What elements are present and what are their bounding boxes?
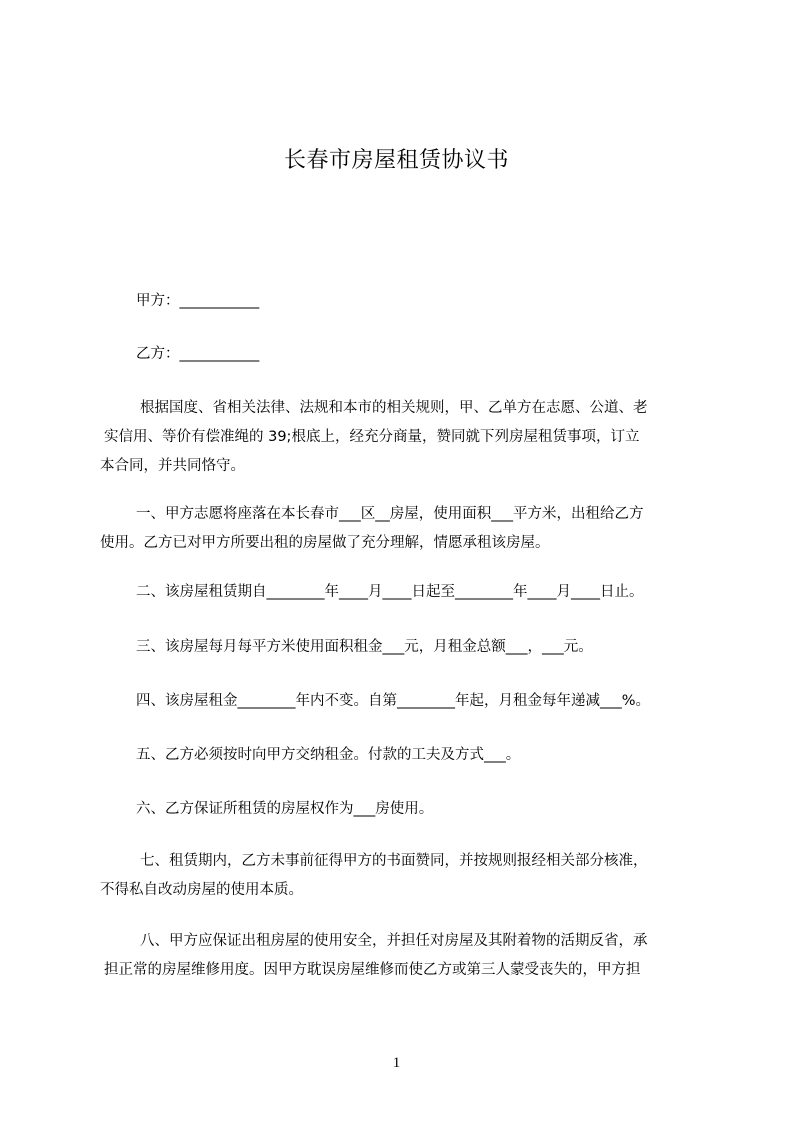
clause-8-line-2: 担正常的房屋维修用度。因甲方耽误房屋维修而使乙方或第三人蒙受丧失的，甲方担 [104,962,641,978]
clause-1-paragraph [100,500,700,558]
clause-8-line-1: 八、甲方应保证出租房屋的使用安全，并担任对房屋及其附着物的活期反省，承 [140,933,648,949]
preamble-line-1: 根据国度、省相关法律、法规和本市的相关规则，甲、乙单方在志愿、公道、老 [140,400,648,416]
clause-7-line-1: 七、租赁期内，乙方未事前征得甲方的书面赞同，并按规则报经相关部分核准， [140,853,648,869]
preamble-line-3: 本合同，并共同恪守。 [100,458,245,474]
clause-8-paragraph [100,927,700,985]
preamble-line-2: 实信用、等价有偿准绳的 39;根底上，经充分商量，赞同就下列房屋租赁事项，订立 [104,429,640,445]
clause-6-paragraph: 六、乙方保证所租赁的房屋权作为___房使用。 [136,801,434,817]
clause-3-paragraph: 三、该房屋每月每平方米使用面积租金___元，月租金总额___，___元。 [136,639,593,655]
clause-1-line-2: 使用。乙方已对甲方所要出租的房屋做了充分理解，情愿承租该房屋。 [100,535,550,551]
clause-4-paragraph: 四、该房屋租金________年内不变。自第________年起，月租金每年递减___%。 [136,693,651,709]
clause-5-paragraph: 五、乙方必须按时向甲方交纳租金。付款的工夫及方式___。 [136,747,521,763]
preamble-paragraph [100,394,700,481]
party-b-line: 乙方：___________ [136,346,260,362]
clause-7-paragraph [100,847,700,905]
clause-1-line-1: 一、甲方志愿将座落在本长春市___区__房屋，使用面积___平方米，出租给乙方 [136,506,644,522]
page-number: 1 [392,1055,401,1071]
document-title: 长春市房屋租赁协议书 [283,148,509,173]
clause-7-line-2: 不得私自改动房屋的使用本质。 [100,882,303,898]
party-a-line: 甲方：___________ [136,293,260,309]
clause-2-paragraph: 二、该房屋租赁期自________年____月____日起至________年____月____日止。 [136,584,644,600]
